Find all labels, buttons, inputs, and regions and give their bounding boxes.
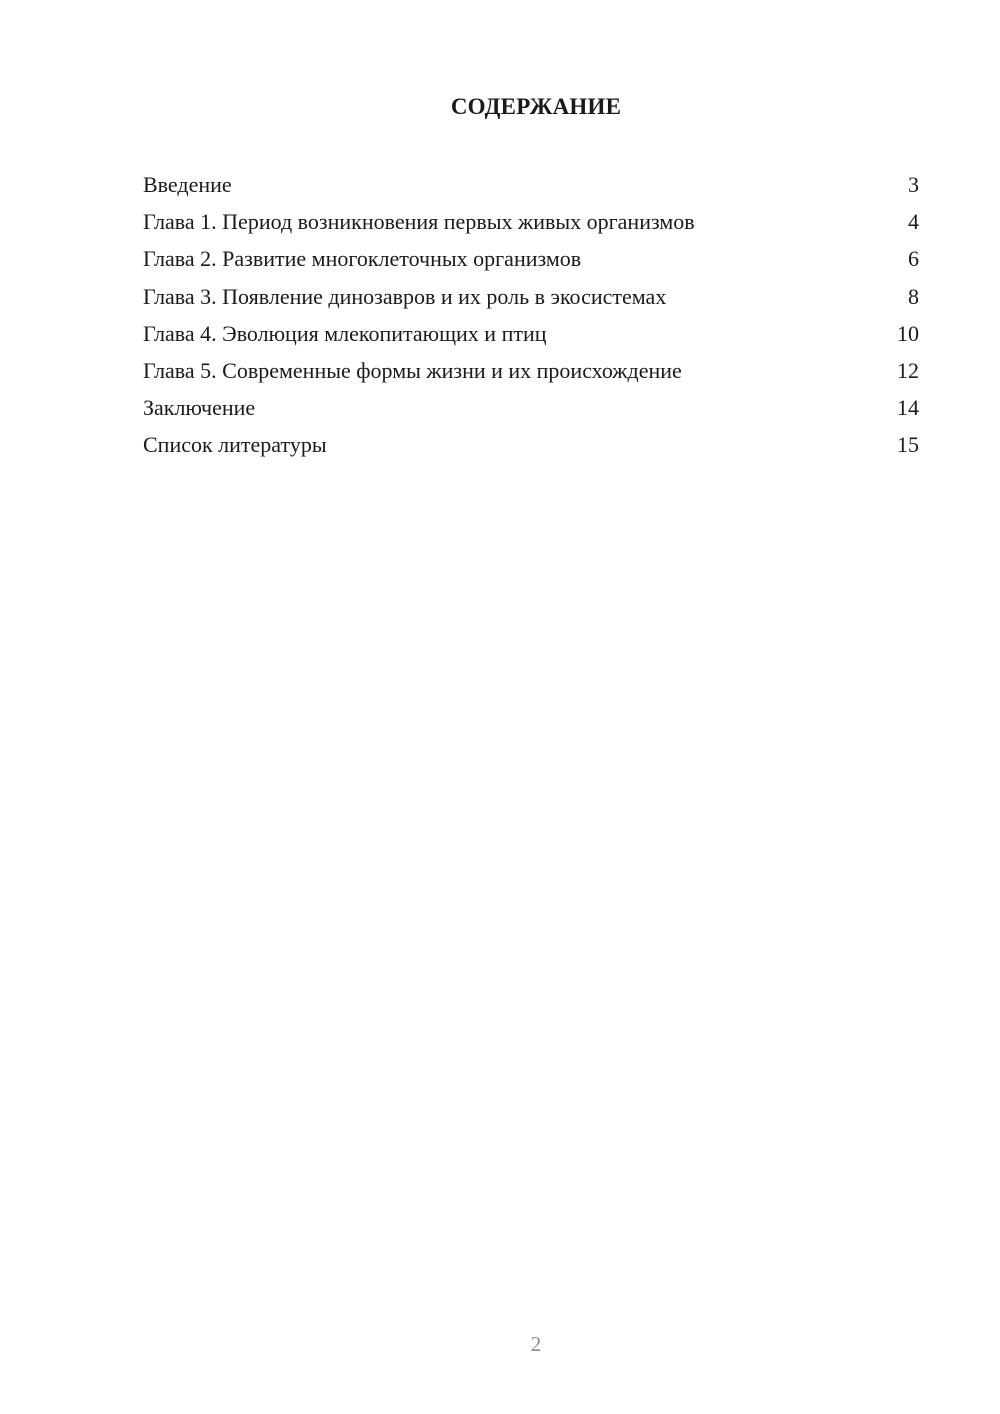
toc-entry-label: Глава 5. Современные формы жизни и их происхождение	[143, 357, 682, 383]
toc-entry-bibliography	[143, 426, 919, 463]
toc-entry-label: Список литературы	[143, 432, 327, 458]
toc-entry-label: Глава 4. Эволюция млекопитающих и птиц	[143, 320, 547, 346]
toc-entry-conclusion	[143, 389, 919, 426]
toc-entry-page: 14	[897, 395, 919, 421]
toc-entry-label: Глава 3. Появление динозавров и их роль в экосистемах	[143, 283, 667, 309]
toc-entry-page: 3	[908, 172, 919, 197]
toc-entry-introduction	[143, 166, 919, 203]
table-of-contents	[143, 166, 919, 464]
toc-entry-chapter-2	[143, 240, 919, 277]
toc-entry-page: 15	[897, 432, 919, 458]
toc-entry-chapter-4	[143, 315, 919, 352]
toc-entry-chapter-1	[143, 203, 919, 240]
page-number: 2	[530, 1332, 542, 1356]
page-title: СОДЕРЖАНИЕ	[450, 94, 622, 119]
toc-entry-page: 10	[897, 320, 919, 346]
toc-entry-page: 12	[897, 357, 919, 383]
toc-entry-label: Введение	[143, 172, 232, 197]
toc-entry-label: Глава 2. Развитие многоклеточных организмов	[143, 246, 582, 272]
toc-entry-label: Заключение	[143, 395, 256, 421]
toc-entry-page: 6	[908, 246, 919, 272]
toc-entry-page: 4	[908, 209, 919, 235]
toc-entry-chapter-3	[143, 278, 919, 315]
toc-entry-label: Глава 1. Период возникновения первых живых организмов	[143, 209, 695, 235]
toc-entry-chapter-5	[143, 352, 919, 389]
toc-entry-page: 8	[908, 283, 919, 309]
